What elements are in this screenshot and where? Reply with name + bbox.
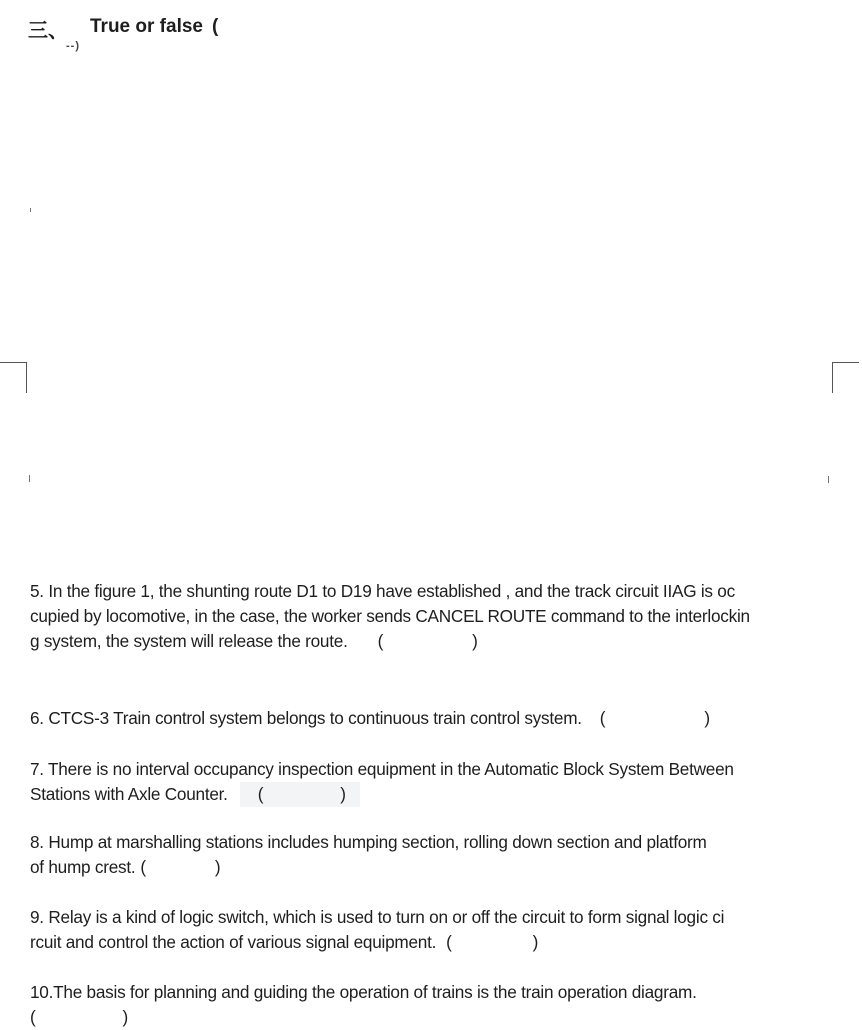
question-10 — [30, 980, 840, 1030]
question-6 — [30, 706, 840, 731]
question-line: 10.The basis for planning and guiding the operation of trains is the train operation diagram. — [30, 982, 697, 1002]
question-5 — [30, 579, 840, 654]
answer-blank[interactable]: ( ) — [140, 857, 221, 877]
section-title-paren: ( — [212, 16, 219, 37]
answer-blank[interactable]: ( ) — [240, 782, 360, 807]
question-line: g system, the system will release the route. ( ) — [30, 629, 840, 654]
section-title-fragment: --) — [66, 40, 80, 52]
crop-mark-left — [0, 362, 27, 393]
scan-tick-mark — [29, 475, 30, 482]
question-line: 5. In the figure 1, the shunting route D1 to D19 have established , and the track circuit IIAG is oc — [30, 581, 735, 601]
section-number: 三、 — [28, 20, 68, 42]
scan-tick-mark — [30, 208, 31, 212]
question-line: 6. CTCS-3 Train control system belongs to continuous train control system. ( ) — [30, 706, 840, 731]
scan-tick-mark — [828, 476, 829, 483]
question-7 — [30, 757, 840, 807]
answer-blank[interactable]: ( ) — [377, 631, 478, 651]
question-line: of hump crest. ( ) — [30, 855, 840, 880]
question-line — [30, 1005, 840, 1030]
crop-mark-right — [832, 362, 859, 393]
answer-blank[interactable]: ( ) — [446, 932, 539, 952]
question-9 — [30, 905, 840, 955]
question-line: 9. Relay is a kind of logic switch, which is used to turn on or off the circuit to form signal logic ci — [30, 907, 725, 927]
section-title: True or false — [90, 16, 203, 37]
question-8 — [30, 830, 840, 880]
answer-blank[interactable]: ( ) — [30, 1007, 128, 1027]
answer-blank[interactable]: ( ) — [599, 708, 710, 728]
question-line: rcuit and control the action of various signal equipment. ( ) — [30, 930, 840, 955]
question-line: Stations with Axle Counter. ( ) — [30, 782, 840, 807]
question-line: 7. There is no interval occupancy inspection equipment in the Automatic Block System Between — [30, 759, 734, 779]
question-line: cupied by locomotive, in the case, the worker sends CANCEL ROUTE command to the interlockin — [30, 606, 750, 626]
question-line: 8. Hump at marshalling stations includes humping section, rolling down section and platform — [30, 832, 707, 852]
